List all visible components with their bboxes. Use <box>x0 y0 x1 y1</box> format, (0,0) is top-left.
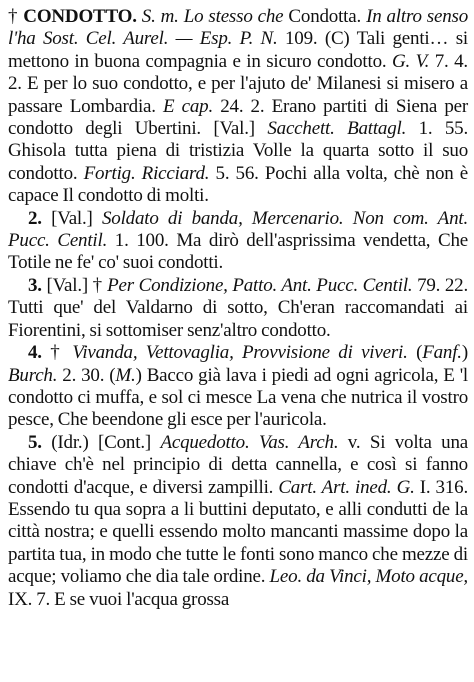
sense-5 <box>8 432 468 611</box>
body-text: 109. (C) Tali genti… si mettono in buona compagnia e in sicuro condotto. <box>8 28 468 72</box>
body-text: 24. 2. Erano partiti di Siena per condotto degli Ubertini. [Val.] <box>8 95 468 140</box>
sense-3 <box>8 275 468 342</box>
italic-text: S. m. Lo stesso che <box>141 6 289 27</box>
sense-4 <box>8 342 468 432</box>
paragraph-text <box>8 342 468 430</box>
italic-text: Fortig. Ricciard. <box>83 162 210 184</box>
body-text: [Val.] † <box>41 274 108 296</box>
sense-number: 4. <box>28 342 42 364</box>
italic-text: Per Condizione, Patto. Ant. Pucc. Centil. <box>107 274 413 296</box>
paragraph-text <box>8 208 468 274</box>
italic-text: G. V. <box>392 50 430 72</box>
body-text: (Idr.) [Cont.] <box>41 431 161 453</box>
sense-number: 3. <box>28 274 42 296</box>
body-text: 1. 55. Ghisola tutta piena di tristizia Volle la quarta sotto il suo condotto. <box>8 118 468 184</box>
entry-paragraph-1 <box>8 6 468 208</box>
sense-number: 2. <box>28 207 42 229</box>
sense-2 <box>8 208 468 275</box>
paragraph-text <box>8 432 468 610</box>
body-text: IX. 7. E se vuoi l'acqua grossa <box>8 588 230 610</box>
body-text: ) Bacco già lava i piedi ad ogni agricola, E 'l condotto ci muffa, e sol ci mesce La vena che nutrica il vostro pesce, Che beendone gli esce per l'auricola. <box>8 364 468 431</box>
paragraph-text <box>8 275 468 341</box>
body-text: [Val.] <box>41 207 102 229</box>
sense-number: 5. <box>28 431 42 453</box>
italic-text: M. <box>115 364 136 386</box>
body-text: I. 316. Essendo tu qua sopra a li buttini deputato, e alli condutti de la città nostra; e quelli essendo molto mancanti massime dopo la partita tua, in modo che tutte le fonti sono manco che mezze di acque; voliamo che dia tale ordine. <box>8 476 468 588</box>
italic-text: Soldato di banda, Mercenario. Non com. Ant. Pucc. Centil. <box>8 207 468 252</box>
italic-text: Sacchett. Battagl. <box>267 118 407 140</box>
body-text: 7. 4. 2. E per lo suo condotto, e per l'ajuto de' Milanesi si misero a passare Lombardia. <box>8 50 468 117</box>
italic-text: E cap. <box>163 95 214 117</box>
italic-text: In altro senso l'ha Sost. Cel. Aurel. — Esp. P. N. <box>8 6 468 50</box>
dagger-mark: † <box>8 6 24 27</box>
italic-text: Cart. Art. ined. G. <box>278 476 415 498</box>
body-text: ) <box>461 342 468 364</box>
headword: CONDOTTO. <box>23 6 137 27</box>
italic-text: Fanf. <box>422 342 462 364</box>
italic-text: Vivanda, Vettovaglia, Provvisione di viveri. <box>72 342 408 364</box>
body-text: † <box>41 342 73 364</box>
body-text: ( <box>407 342 423 364</box>
body-text: 2. 30. ( <box>57 364 116 386</box>
dictionary-entry <box>8 6 468 611</box>
body-text: 1. 100. Ma dirò dell'asprissima vendetta, Che Totile ne fe' co' suoi condotti. <box>8 230 468 274</box>
body-text: Condotta. <box>288 6 367 27</box>
body-text: v. Si volta una chiave ch'è nel principio di detta cannella, e così si fanno condotti d'acque, e diversi zampilli. <box>8 431 468 498</box>
italic-text: Acquedotto. Vas. Arch. <box>160 431 339 453</box>
italic-text: Leo. da Vinci, Moto acque, <box>269 566 468 588</box>
italic-text: Burch. <box>8 364 58 386</box>
paragraph-text <box>8 6 468 206</box>
body-text: 79. 22. Tutti que' del Valdarno di sotto, Ch'eran raccomandati ai Fiorentini, si sottomiser senz'altro condotto. <box>8 274 469 341</box>
body-text: 5. 56. Pochi alla volta, chè non è capace Il condotto di molti. <box>8 162 468 207</box>
